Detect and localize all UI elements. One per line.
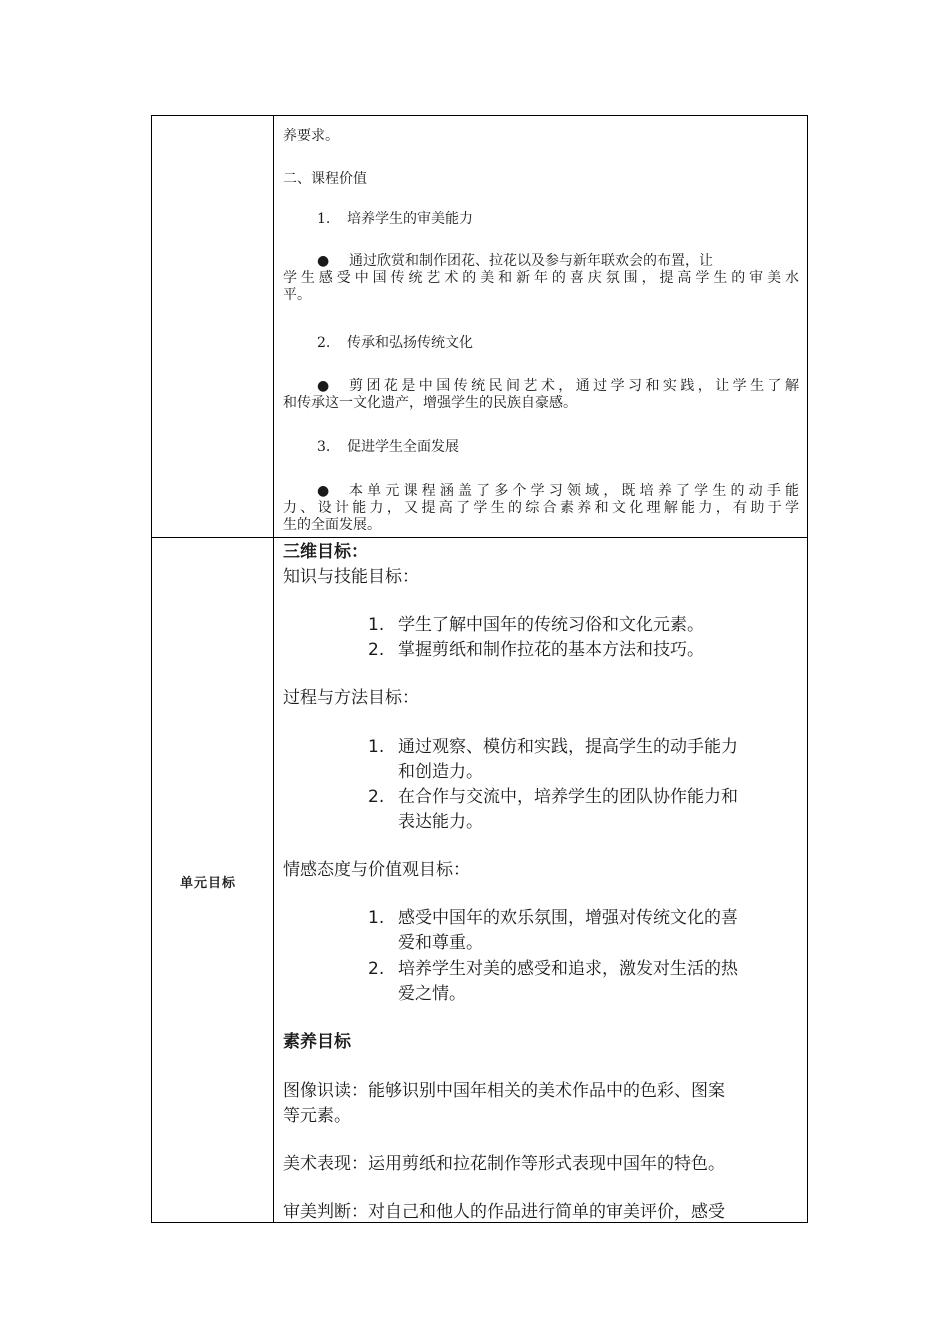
list-item (368, 613, 704, 638)
list-item-text: 表达能力。 (398, 812, 483, 832)
list-item-text: 学生了解中国年的传统习俗和文化元素。 (398, 615, 704, 635)
list-item-text: 培养学生对美的感受和追求，激发对生活的热 (398, 959, 738, 979)
knowledge-heading: 知识与技能目标： (283, 567, 419, 587)
list-item-number: 1. (368, 908, 385, 928)
literacy-item: 审美判断：对自己和他人的作品进行简单的审美评价，感受 (283, 1202, 725, 1222)
list-item (368, 785, 738, 810)
list-item-text: 感受中国年的欢乐氛围，增强对传统文化的喜 (398, 908, 738, 928)
value-item-body: 平。 (283, 287, 311, 303)
value-item-body: 力、设计能力，又提高了学生的综合素养和文化理解能力，有助于学 (283, 500, 799, 516)
literacy-item: 图像识读：能够识别中国年相关的美术作品中的色彩、图案 (283, 1081, 725, 1101)
value-item-number: 2. (317, 335, 331, 351)
list-item-text: 在合作与交流中，培养学生的团队协作能力和 (398, 787, 738, 807)
list-item-number: 2. (368, 959, 385, 979)
unit-goals-label: 单元目标 (180, 876, 237, 891)
literacy-item: 等元素。 (283, 1106, 351, 1126)
literacy-item: 美术表现：运用剪纸和拉花制作等形式表现中国年的特色。 (283, 1154, 725, 1174)
list-item (368, 906, 738, 931)
section-heading: 二、课程价值 (283, 171, 367, 187)
literacy-heading: 素养目标 (283, 1032, 351, 1052)
list-item-text: 爱之情。 (398, 984, 466, 1004)
value-item-body: 学生感受中国传统艺术的美和新年的喜庆氛围，提高学生的审美水 (283, 270, 799, 286)
list-item (368, 638, 704, 663)
list-item-number: 1. (368, 737, 385, 757)
bullet-icon: ● (317, 483, 330, 499)
value-item-title-text: 培养学生的审美能力 (347, 211, 473, 227)
value-item-body: 剪团花是中国传统民间艺术，通过学习和实践，让学生了解 (349, 378, 799, 394)
value-item-title-text: 传承和弘扬传统文化 (347, 335, 473, 351)
list-item-text: 和创造力。 (398, 762, 483, 782)
list-item-text: 爱和尊重。 (398, 933, 483, 953)
value-item-number: 1. (317, 211, 331, 227)
list-item-number: 2. (368, 640, 385, 660)
value-item-title (317, 439, 459, 456)
bullet-icon: ● (317, 378, 330, 394)
value-item-body: 本单元课程涵盖了多个学习领域，既培养了学生的动手能 (349, 483, 799, 499)
column-divider (273, 116, 274, 1222)
list-item (368, 735, 738, 760)
curriculum-table (151, 115, 808, 1223)
three-dim-heading: 三维目标： (283, 542, 368, 562)
value-item-body: 通过欣赏和制作团花、拉花以及参与新年联欢会的布置，让 (349, 253, 713, 269)
bullet-icon: ● (317, 253, 330, 269)
list-item-number: 2. (368, 787, 385, 807)
list-item-number: 1. (368, 615, 385, 635)
value-item-title (317, 335, 473, 352)
value-item-title-text: 促进学生全面发展 (347, 439, 459, 455)
list-item-text: 掌握剪纸和制作拉花的基本方法和技巧。 (398, 640, 704, 660)
continued-text: 养要求。 (283, 128, 339, 144)
value-item-title (317, 211, 473, 228)
emotion-heading: 情感态度与价值观目标： (283, 860, 470, 880)
list-item-text: 通过观察、模仿和实践，提高学生的动手能力 (398, 737, 738, 757)
value-item-body: 生的全面发展。 (283, 517, 381, 533)
row-divider (152, 537, 807, 538)
process-heading: 过程与方法目标： (283, 688, 419, 708)
list-item (368, 957, 738, 982)
value-item-number: 3. (317, 439, 331, 455)
value-item-body: 和传承这一文化遗产，增强学生的民族自豪感。 (283, 395, 577, 411)
